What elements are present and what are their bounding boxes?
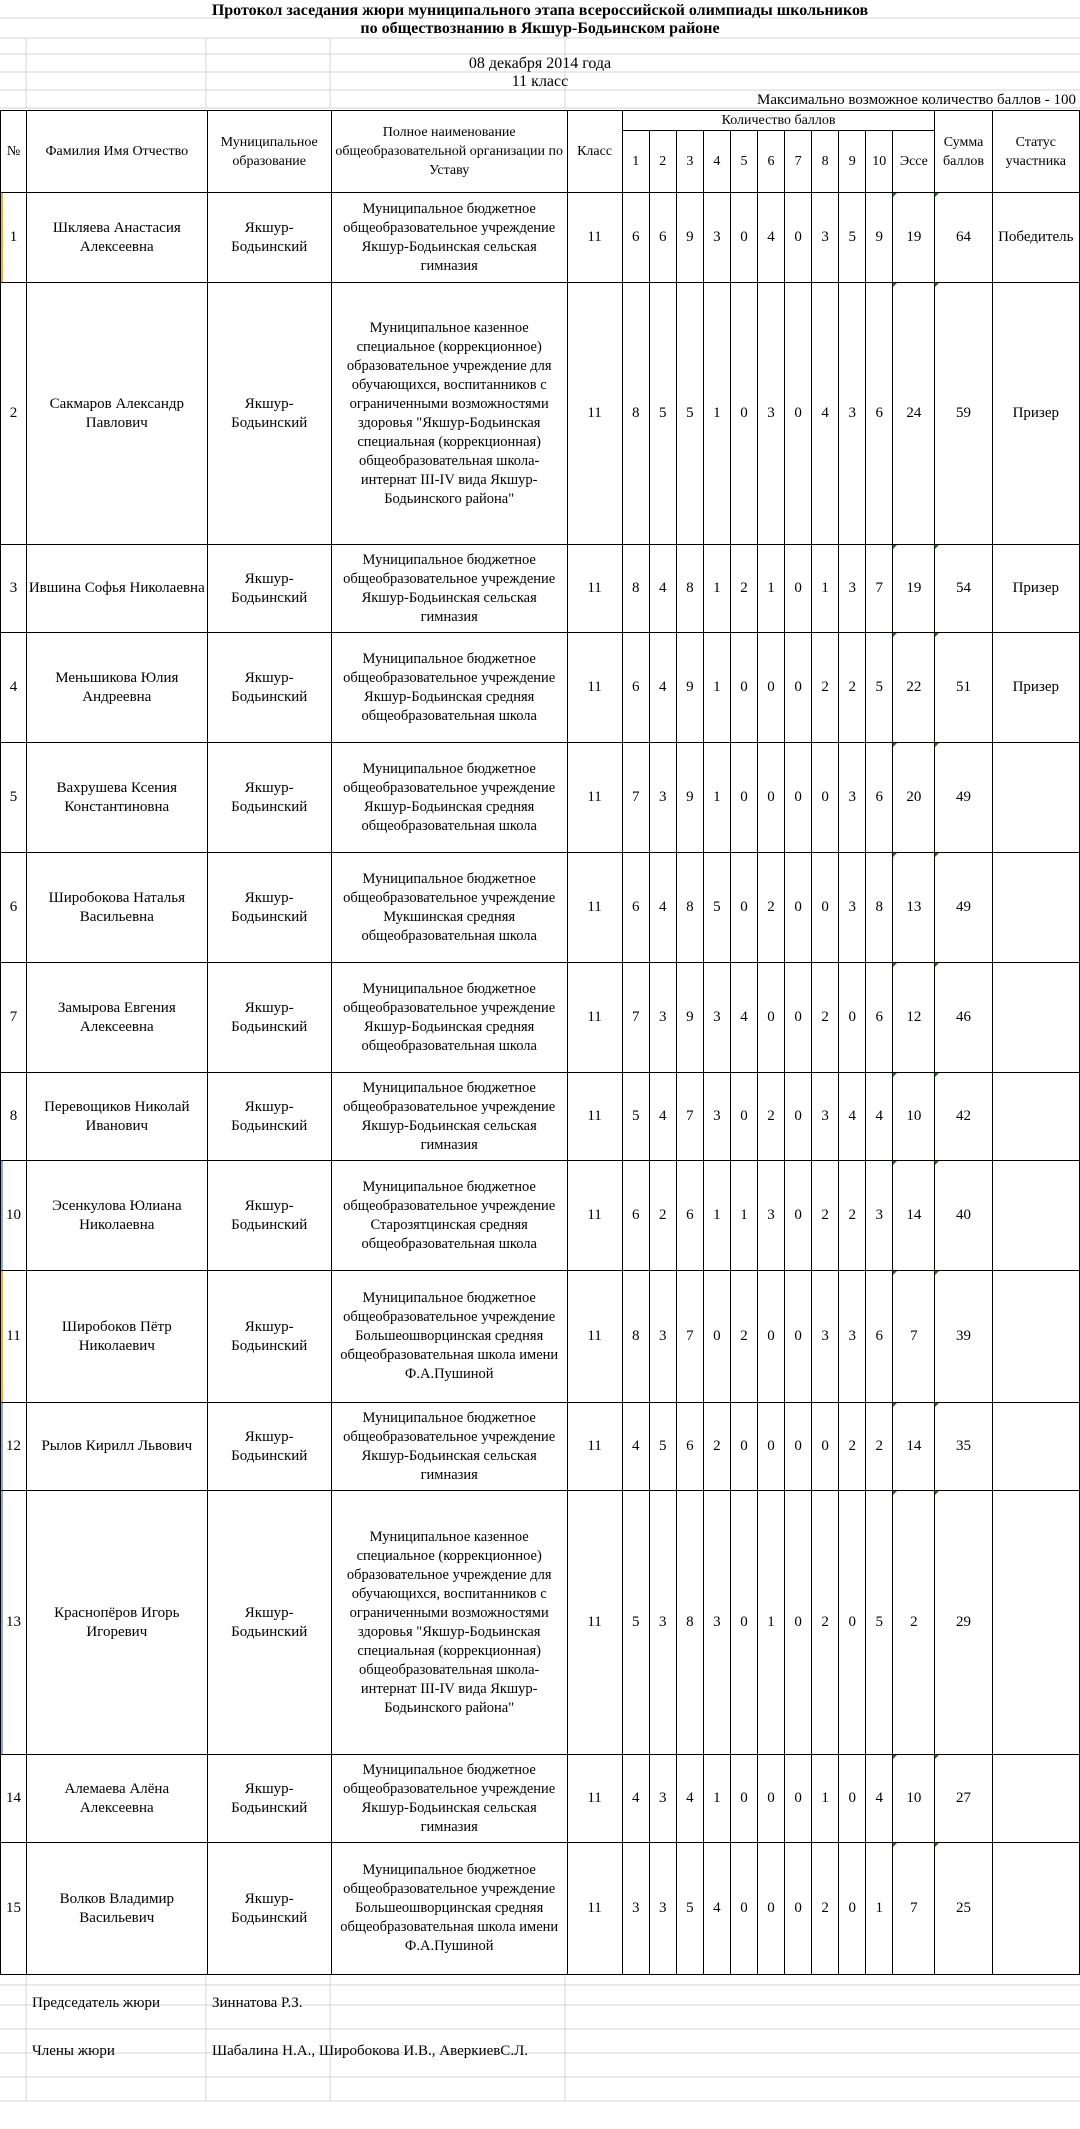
cell-score-task-9[interactable]: 5: [839, 193, 866, 283]
cell-municipality[interactable]: Якшур-Бодьинский: [207, 1161, 331, 1271]
cell-num[interactable]: 12: [1, 1403, 27, 1491]
cell-score-task-7[interactable]: 0: [785, 743, 812, 853]
cell-sum[interactable]: 40: [935, 1161, 992, 1271]
cell-score-task-8[interactable]: 3: [812, 1073, 839, 1161]
cell-fio[interactable]: Алемаева Алёна Алексеевна: [27, 1755, 207, 1843]
col-header-scores-group[interactable]: Количество баллов: [622, 111, 935, 131]
cell-org[interactable]: Муниципальное бюджетное общеобразовательное учреждение Старозятцинская средняя общеобразовательная школа: [331, 1161, 567, 1271]
cell-score-task-3[interactable]: 8: [676, 545, 703, 633]
cell-fio[interactable]: Рылов Кирилл Львович: [27, 1403, 207, 1491]
cell-num[interactable]: 13: [1, 1491, 27, 1755]
cell-org[interactable]: Муниципальное бюджетное общеобразовательное учреждение Якшур-Бодьинская сельская гимназия: [331, 1073, 567, 1161]
cell-num[interactable]: 7: [1, 963, 27, 1073]
cell-num[interactable]: 3: [1, 545, 27, 633]
cell-fio[interactable]: Вахрушева Ксения Константиновна: [27, 743, 207, 853]
protocol-title-line1: Протокол заседания жюри муниципального этапа всероссийской олимпиады школьников: [211, 2, 869, 19]
cell-sum[interactable]: 64: [935, 193, 992, 283]
cell-class[interactable]: 11: [567, 1403, 622, 1491]
cell-sum[interactable]: 59: [935, 283, 992, 545]
cell-municipality[interactable]: Якшур-Бодьинский: [207, 193, 331, 283]
cell-score-task-8[interactable]: 0: [812, 1403, 839, 1491]
cell-score-task-9[interactable]: 3: [839, 545, 866, 633]
cell-score-task-11[interactable]: 14: [893, 1403, 935, 1491]
cell-score-task-11[interactable]: 13: [893, 853, 935, 963]
cell-score-task-5[interactable]: 0: [730, 1843, 757, 1975]
cell-score-task-7[interactable]: 0: [785, 1491, 812, 1755]
cell-score-task-10[interactable]: 6: [866, 743, 893, 853]
table-row: [1, 1271, 1080, 1403]
cell-score-task-5[interactable]: 2: [730, 1271, 757, 1403]
cell-score-task-7[interactable]: 0: [785, 1843, 812, 1975]
cell-score-task-6[interactable]: 0: [757, 1755, 784, 1843]
cell-score-task-3[interactable]: 5: [676, 283, 703, 545]
cell-status[interactable]: [992, 853, 1079, 963]
cell-status[interactable]: Призер: [992, 633, 1079, 743]
table-row: [1, 963, 1080, 1073]
cell-sum[interactable]: 27: [935, 1755, 992, 1843]
cell-status[interactable]: [992, 1161, 1079, 1271]
table-row: [1, 1755, 1080, 1843]
cell-score-task-6[interactable]: 0: [757, 633, 784, 743]
cell-score-task-6[interactable]: 1: [757, 1491, 784, 1755]
cell-score-task-2[interactable]: 6: [649, 193, 676, 283]
cell-sum[interactable]: 25: [935, 1843, 992, 1975]
cell-score-task-9[interactable]: 3: [839, 853, 866, 963]
col-header-num[interactable]: №: [1, 111, 27, 193]
col-header-task-5[interactable]: 5: [730, 131, 757, 193]
cell-score-task-8[interactable]: 3: [812, 193, 839, 283]
cell-score-task-9[interactable]: 4: [839, 1073, 866, 1161]
col-header-task-1[interactable]: 1: [622, 131, 649, 193]
cell-score-task-1[interactable]: 5: [622, 1073, 649, 1161]
cell-score-task-7[interactable]: 0: [785, 633, 812, 743]
cell-num[interactable]: 15: [1, 1843, 27, 1975]
col-header-fio[interactable]: Фамилия Имя Отчество: [27, 111, 207, 193]
cell-status[interactable]: [992, 1755, 1079, 1843]
cell-score-task-1[interactable]: 8: [622, 283, 649, 545]
cell-score-task-6[interactable]: 3: [757, 1161, 784, 1271]
cell-score-task-1[interactable]: 7: [622, 963, 649, 1073]
cell-score-task-5[interactable]: 0: [730, 193, 757, 283]
cell-score-task-3[interactable]: 9: [676, 193, 703, 283]
cell-class[interactable]: 11: [567, 1755, 622, 1843]
cell-score-task-11[interactable]: 22: [893, 633, 935, 743]
cell-score-task-1[interactable]: 6: [622, 853, 649, 963]
table-row: [1, 743, 1080, 853]
cell-status[interactable]: [992, 963, 1079, 1073]
cell-score-task-4[interactable]: 1: [703, 1161, 730, 1271]
cell-sum[interactable]: 42: [935, 1073, 992, 1161]
cell-score-task-3[interactable]: 9: [676, 633, 703, 743]
cell-score-task-1[interactable]: 7: [622, 743, 649, 853]
cell-score-task-1[interactable]: 5: [622, 1491, 649, 1755]
cell-score-task-1[interactable]: 8: [622, 545, 649, 633]
cell-fio[interactable]: Замырова Евгения Алексеевна: [27, 963, 207, 1073]
cell-score-task-8[interactable]: 0: [812, 743, 839, 853]
results-table: [0, 110, 1080, 1975]
cell-score-task-2[interactable]: 4: [649, 633, 676, 743]
cell-score-task-4[interactable]: 1: [703, 633, 730, 743]
cell-score-task-11[interactable]: 19: [893, 193, 935, 283]
cell-score-task-2[interactable]: 4: [649, 853, 676, 963]
cell-class[interactable]: 11: [567, 545, 622, 633]
col-header-task-10[interactable]: 10: [866, 131, 893, 193]
cell-org[interactable]: Муниципальное бюджетное общеобразовательное учреждение Якшур-Бодьинская средняя общеобразовательная школа: [331, 633, 567, 743]
cell-num[interactable]: 6: [1, 853, 27, 963]
cell-class[interactable]: 11: [567, 1843, 622, 1975]
table-row: [1, 1843, 1080, 1975]
cell-score-task-10[interactable]: 1: [866, 1843, 893, 1975]
cell-score-task-4[interactable]: 1: [703, 743, 730, 853]
protocol-title-line2: по обществознанию в Якшур-Бодьинском районе: [360, 20, 720, 37]
cell-score-task-11[interactable]: 12: [893, 963, 935, 1073]
cell-score-task-9[interactable]: 0: [839, 1491, 866, 1755]
cell-score-task-4[interactable]: 1: [703, 283, 730, 545]
col-header-task-6[interactable]: 6: [757, 131, 784, 193]
cell-score-task-9[interactable]: 0: [839, 1755, 866, 1843]
cell-score-task-1[interactable]: 4: [622, 1755, 649, 1843]
cell-status[interactable]: Призер: [992, 283, 1079, 545]
cell-score-task-11[interactable]: 20: [893, 743, 935, 853]
cell-score-task-8[interactable]: 3: [812, 1271, 839, 1403]
cell-class[interactable]: 11: [567, 633, 622, 743]
cell-score-task-8[interactable]: 2: [812, 963, 839, 1073]
cell-score-task-4[interactable]: 3: [703, 963, 730, 1073]
cell-fio[interactable]: Волков Владимир Васильевич: [27, 1843, 207, 1975]
col-header-task-8[interactable]: 8: [812, 131, 839, 193]
cell-score-task-4[interactable]: 3: [703, 1073, 730, 1161]
cell-score-task-6[interactable]: 2: [757, 1073, 784, 1161]
cell-class[interactable]: 11: [567, 963, 622, 1073]
cell-score-task-11[interactable]: 2: [893, 1491, 935, 1755]
cell-score-task-2[interactable]: 3: [649, 1271, 676, 1403]
cell-score-task-11[interactable]: 19: [893, 545, 935, 633]
table-row: [1, 283, 1080, 545]
cell-municipality[interactable]: Якшур-Бодьинский: [207, 283, 331, 545]
cell-score-task-2[interactable]: 3: [649, 963, 676, 1073]
cell-score-task-1[interactable]: 6: [622, 193, 649, 283]
cell-score-task-6[interactable]: 0: [757, 1843, 784, 1975]
cell-score-task-8[interactable]: 2: [812, 1843, 839, 1975]
cell-score-task-7[interactable]: 0: [785, 1073, 812, 1161]
cell-org[interactable]: Муниципальное бюджетное общеобразовательное учреждение Якшур-Бодьинская сельская гимназия: [331, 1755, 567, 1843]
cell-score-task-2[interactable]: 4: [649, 545, 676, 633]
cell-num[interactable]: 4: [1, 633, 27, 743]
cell-class[interactable]: 11: [567, 1161, 622, 1271]
cell-status[interactable]: Призер: [992, 545, 1079, 633]
cell-score-task-5[interactable]: 0: [730, 1755, 757, 1843]
max-points-note: Максимально возможное количество баллов - 100: [757, 92, 1076, 108]
cell-fio[interactable]: Ившина Софья Николаевна: [27, 545, 207, 633]
cell-sum[interactable]: 35: [935, 1403, 992, 1491]
cell-num[interactable]: 2: [1, 283, 27, 545]
cell-score-task-11[interactable]: 7: [893, 1843, 935, 1975]
col-header-task-3[interactable]: 3: [676, 131, 703, 193]
cell-sum[interactable]: 39: [935, 1271, 992, 1403]
cell-score-task-6[interactable]: 0: [757, 1403, 784, 1491]
cell-score-task-6[interactable]: 2: [757, 853, 784, 963]
cell-score-task-7[interactable]: 0: [785, 1755, 812, 1843]
table-row: [1, 853, 1080, 963]
cell-score-task-8[interactable]: 2: [812, 1491, 839, 1755]
cell-score-task-10[interactable]: 5: [866, 633, 893, 743]
cell-fio[interactable]: Широбоков Пётр Николаевич: [27, 1271, 207, 1403]
cell-municipality[interactable]: Якшур-Бодьинский: [207, 1271, 331, 1403]
cell-score-task-10[interactable]: 6: [866, 1271, 893, 1403]
cell-score-task-8[interactable]: 2: [812, 1161, 839, 1271]
members-label: Члены жюри: [32, 2043, 115, 2059]
cell-score-task-8[interactable]: 1: [812, 545, 839, 633]
cell-score-task-10[interactable]: 6: [866, 963, 893, 1073]
cell-status[interactable]: [992, 1271, 1079, 1403]
protocol-date: 08 декабря 2014 года: [468, 55, 612, 72]
cell-org[interactable]: Муниципальное бюджетное общеобразовательное учреждение Большеошворцинская средняя общеобразовательная школа имени Ф.А.Пушиной: [331, 1843, 567, 1975]
cell-score-task-2[interactable]: 2: [649, 1161, 676, 1271]
cell-org[interactable]: Муниципальное бюджетное общеобразовательное учреждение Якшур-Бодьинская средняя общеобразовательная школа: [331, 963, 567, 1073]
cell-score-task-9[interactable]: 0: [839, 1843, 866, 1975]
cell-score-task-9[interactable]: 2: [839, 1403, 866, 1491]
cell-class[interactable]: 11: [567, 1491, 622, 1755]
cell-score-task-5[interactable]: 1: [730, 1161, 757, 1271]
cell-score-task-1[interactable]: 3: [622, 1843, 649, 1975]
table-row: [1, 633, 1080, 743]
chair-name: Зиннатова Р.З.: [212, 1995, 303, 2011]
cell-status[interactable]: [992, 1491, 1079, 1755]
cell-fio[interactable]: Широбокова Наталья Васильевна: [27, 853, 207, 963]
cell-sum[interactable]: 46: [935, 963, 992, 1073]
cell-sum[interactable]: 51: [935, 633, 992, 743]
cell-fio[interactable]: Эсенкулова Юлиана Николаевна: [27, 1161, 207, 1271]
cell-score-task-2[interactable]: 3: [649, 1755, 676, 1843]
col-header-task-4[interactable]: 4: [703, 131, 730, 193]
cell-fio[interactable]: Меньшикова Юлия Андреевна: [27, 633, 207, 743]
cell-fio[interactable]: Краснопёров Игорь Игоревич: [27, 1491, 207, 1755]
cell-sum[interactable]: 29: [935, 1491, 992, 1755]
cell-score-task-2[interactable]: 3: [649, 1843, 676, 1975]
cell-score-task-6[interactable]: 3: [757, 283, 784, 545]
cell-score-task-6[interactable]: 0: [757, 1271, 784, 1403]
table-row: [1, 1403, 1080, 1491]
cell-score-task-10[interactable]: 2: [866, 1403, 893, 1491]
cell-score-task-3[interactable]: 8: [676, 1491, 703, 1755]
cell-municipality[interactable]: Якшур-Бодьинский: [207, 1755, 331, 1843]
cell-municipality[interactable]: Якшур-Бодьинский: [207, 633, 331, 743]
col-header-org[interactable]: Полное наименование общеобразовательной организации по Уставу: [331, 111, 567, 193]
cell-score-task-7[interactable]: 0: [785, 963, 812, 1073]
cell-municipality[interactable]: Якшур-Бодьинский: [207, 1843, 331, 1975]
table-row: [1, 1073, 1080, 1161]
cell-score-task-4[interactable]: 3: [703, 193, 730, 283]
cell-class[interactable]: 11: [567, 193, 622, 283]
cell-sum[interactable]: 49: [935, 853, 992, 963]
cell-score-task-1[interactable]: 8: [622, 1271, 649, 1403]
cell-score-task-10[interactable]: 9: [866, 193, 893, 283]
cell-score-task-4[interactable]: 1: [703, 1755, 730, 1843]
protocol-grade: 11 класс: [511, 73, 569, 90]
cell-sum[interactable]: 54: [935, 545, 992, 633]
members-names: Шабалина Н.А., Широбокова И.В., АверкиевС.Л.: [212, 2043, 528, 2059]
cell-org[interactable]: Муниципальное бюджетное общеобразовательное учреждение Якшур-Бодьинская сельская гимназия: [331, 545, 567, 633]
cell-score-task-7[interactable]: 0: [785, 193, 812, 283]
col-header-status[interactable]: Статус участника: [992, 111, 1079, 193]
cell-score-task-9[interactable]: 2: [839, 1161, 866, 1271]
cell-score-task-2[interactable]: 5: [649, 283, 676, 545]
cell-status[interactable]: Победитель: [992, 193, 1079, 283]
cell-score-task-10[interactable]: 4: [866, 1073, 893, 1161]
cell-score-task-4[interactable]: 2: [703, 1403, 730, 1491]
col-header-sum[interactable]: Сумма баллов: [935, 111, 992, 193]
cell-status[interactable]: [992, 1403, 1079, 1491]
cell-municipality[interactable]: Якшур-Бодьинский: [207, 1403, 331, 1491]
cell-score-task-1[interactable]: 6: [622, 1161, 649, 1271]
cell-org[interactable]: Муниципальное казенное специальное (коррекционное) образовательное учреждение для обучающихся, воспитанников с ограниченными возможностями здоровья "Якшур-Бодьинская специальная (коррекционная) общеобразовательная школа-интернат III-IV вида Якшур-Бодьинского района": [331, 1491, 567, 1755]
col-header-municipality[interactable]: Муниципальное образование: [207, 111, 331, 193]
cell-status[interactable]: [992, 743, 1079, 853]
cell-fio[interactable]: Шкляева Анастасия Алексеевна: [27, 193, 207, 283]
cell-score-task-10[interactable]: 5: [866, 1491, 893, 1755]
cell-municipality[interactable]: Якшур-Бодьинский: [207, 1491, 331, 1755]
cell-score-task-10[interactable]: 3: [866, 1161, 893, 1271]
cell-score-task-4[interactable]: 5: [703, 853, 730, 963]
cell-class[interactable]: 11: [567, 1271, 622, 1403]
cell-score-task-5[interactable]: 0: [730, 1073, 757, 1161]
cell-score-task-8[interactable]: 4: [812, 283, 839, 545]
cell-score-task-2[interactable]: 3: [649, 743, 676, 853]
cell-score-task-5[interactable]: 2: [730, 545, 757, 633]
cell-score-task-3[interactable]: 8: [676, 853, 703, 963]
cell-score-task-4[interactable]: 4: [703, 1843, 730, 1975]
cell-municipality[interactable]: Якшур-Бодьинский: [207, 853, 331, 963]
cell-municipality[interactable]: Якшур-Бодьинский: [207, 1073, 331, 1161]
table-row: [1, 1161, 1080, 1271]
cell-score-task-8[interactable]: 0: [812, 853, 839, 963]
cell-class[interactable]: 11: [567, 743, 622, 853]
cell-score-task-9[interactable]: 3: [839, 283, 866, 545]
chair-label: Председатель жюри: [32, 1995, 161, 2011]
cell-class[interactable]: 11: [567, 853, 622, 963]
cell-score-task-11[interactable]: 10: [893, 1073, 935, 1161]
cell-score-task-5[interactable]: 0: [730, 853, 757, 963]
cell-score-task-6[interactable]: 4: [757, 193, 784, 283]
cell-score-task-4[interactable]: 0: [703, 1271, 730, 1403]
table-row: [1, 193, 1080, 283]
cell-score-task-7[interactable]: 0: [785, 545, 812, 633]
cell-score-task-5[interactable]: 4: [730, 963, 757, 1073]
table-row: [1, 1491, 1080, 1755]
cell-score-task-7[interactable]: 0: [785, 853, 812, 963]
cell-status[interactable]: [992, 1843, 1079, 1975]
cell-num[interactable]: 5: [1, 743, 27, 853]
table-row: [1, 545, 1080, 633]
cell-score-task-10[interactable]: 4: [866, 1755, 893, 1843]
cell-class[interactable]: 11: [567, 283, 622, 545]
cell-score-task-3[interactable]: 6: [676, 1403, 703, 1491]
cell-score-task-5[interactable]: 0: [730, 1491, 757, 1755]
cell-score-task-3[interactable]: 9: [676, 743, 703, 853]
cell-score-task-9[interactable]: 3: [839, 1271, 866, 1403]
cell-score-task-10[interactable]: 7: [866, 545, 893, 633]
cell-score-task-11[interactable]: 10: [893, 1755, 935, 1843]
cell-score-task-3[interactable]: 7: [676, 1073, 703, 1161]
cell-org[interactable]: Муниципальное бюджетное общеобразовательное учреждение Якшур-Бодьинская сельская гимназия: [331, 193, 567, 283]
cell-status[interactable]: [992, 1073, 1079, 1161]
cell-score-task-10[interactable]: 6: [866, 283, 893, 545]
cell-score-task-11[interactable]: 24: [893, 283, 935, 545]
col-header-task-11[interactable]: Эссе: [893, 131, 935, 193]
cell-score-task-3[interactable]: 5: [676, 1843, 703, 1975]
cell-score-task-7[interactable]: 0: [785, 1271, 812, 1403]
cell-score-task-9[interactable]: 3: [839, 743, 866, 853]
cell-num[interactable]: 1: [1, 193, 27, 283]
cell-score-task-2[interactable]: 3: [649, 1491, 676, 1755]
cell-score-task-1[interactable]: 4: [622, 1403, 649, 1491]
cell-score-task-3[interactable]: 6: [676, 1161, 703, 1271]
cell-score-task-2[interactable]: 4: [649, 1073, 676, 1161]
cell-score-task-1[interactable]: 6: [622, 633, 649, 743]
cell-num[interactable]: 10: [1, 1161, 27, 1271]
cell-num[interactable]: 11: [1, 1271, 27, 1403]
cell-sum[interactable]: 49: [935, 743, 992, 853]
cell-org[interactable]: Муниципальное бюджетное общеобразовательное учреждение Большеошворцинская средняя общеобразовательная школа имени Ф.А.Пушиной: [331, 1271, 567, 1403]
cell-score-task-3[interactable]: 4: [676, 1755, 703, 1843]
cell-score-task-7[interactable]: 0: [785, 1161, 812, 1271]
cell-fio[interactable]: Сакмаров Александр Павлович: [27, 283, 207, 545]
cell-score-task-5[interactable]: 0: [730, 283, 757, 545]
cell-org[interactable]: Муниципальное бюджетное общеобразовательное учреждение Якшур-Бодьинская сельская гимназия: [331, 1403, 567, 1491]
col-header-class[interactable]: Класс: [567, 111, 622, 193]
cell-num[interactable]: 14: [1, 1755, 27, 1843]
cell-score-task-10[interactable]: 8: [866, 853, 893, 963]
cell-org[interactable]: Муниципальное казенное специальное (коррекционное) образовательное учреждение для обучающихся, воспитанников с ограниченными возможностями здоровья "Якшур-Бодьинская специальная (коррекционная) общеобразовательная школа-интернат III-IV вида Якшур-Бодьинского района": [331, 283, 567, 545]
cell-score-task-11[interactable]: 7: [893, 1271, 935, 1403]
cell-org[interactable]: Муниципальное бюджетное общеобразовательное учреждение Мукшинская средняя общеобразовательная школа: [331, 853, 567, 963]
cell-score-task-3[interactable]: 7: [676, 1271, 703, 1403]
cell-score-task-4[interactable]: 1: [703, 545, 730, 633]
col-header-task-2[interactable]: 2: [649, 131, 676, 193]
cell-score-task-6[interactable]: 1: [757, 545, 784, 633]
cell-score-task-3[interactable]: 9: [676, 963, 703, 1073]
cell-org[interactable]: Муниципальное бюджетное общеобразовательное учреждение Якшур-Бодьинская средняя общеобразовательная школа: [331, 743, 567, 853]
cell-score-task-7[interactable]: 0: [785, 283, 812, 545]
cell-municipality[interactable]: Якшур-Бодьинский: [207, 963, 331, 1073]
cell-score-task-9[interactable]: 0: [839, 963, 866, 1073]
cell-score-task-2[interactable]: 5: [649, 1403, 676, 1491]
cell-score-task-5[interactable]: 0: [730, 1403, 757, 1491]
cell-class[interactable]: 11: [567, 1073, 622, 1161]
cell-score-task-11[interactable]: 14: [893, 1161, 935, 1271]
cell-municipality[interactable]: Якшур-Бодьинский: [207, 545, 331, 633]
cell-score-task-5[interactable]: 0: [730, 743, 757, 853]
cell-fio[interactable]: Перевощиков Николай Иванович: [27, 1073, 207, 1161]
cell-score-task-6[interactable]: 0: [757, 743, 784, 853]
cell-score-task-8[interactable]: 2: [812, 633, 839, 743]
cell-score-task-4[interactable]: 3: [703, 1491, 730, 1755]
cell-municipality[interactable]: Якшур-Бодьинский: [207, 743, 331, 853]
cell-score-task-9[interactable]: 2: [839, 633, 866, 743]
col-header-task-9[interactable]: 9: [839, 131, 866, 193]
cell-num[interactable]: 8: [1, 1073, 27, 1161]
cell-score-task-5[interactable]: 0: [730, 633, 757, 743]
cell-score-task-6[interactable]: 0: [757, 963, 784, 1073]
col-header-task-7[interactable]: 7: [785, 131, 812, 193]
cell-score-task-7[interactable]: 0: [785, 1403, 812, 1491]
cell-score-task-8[interactable]: 1: [812, 1755, 839, 1843]
